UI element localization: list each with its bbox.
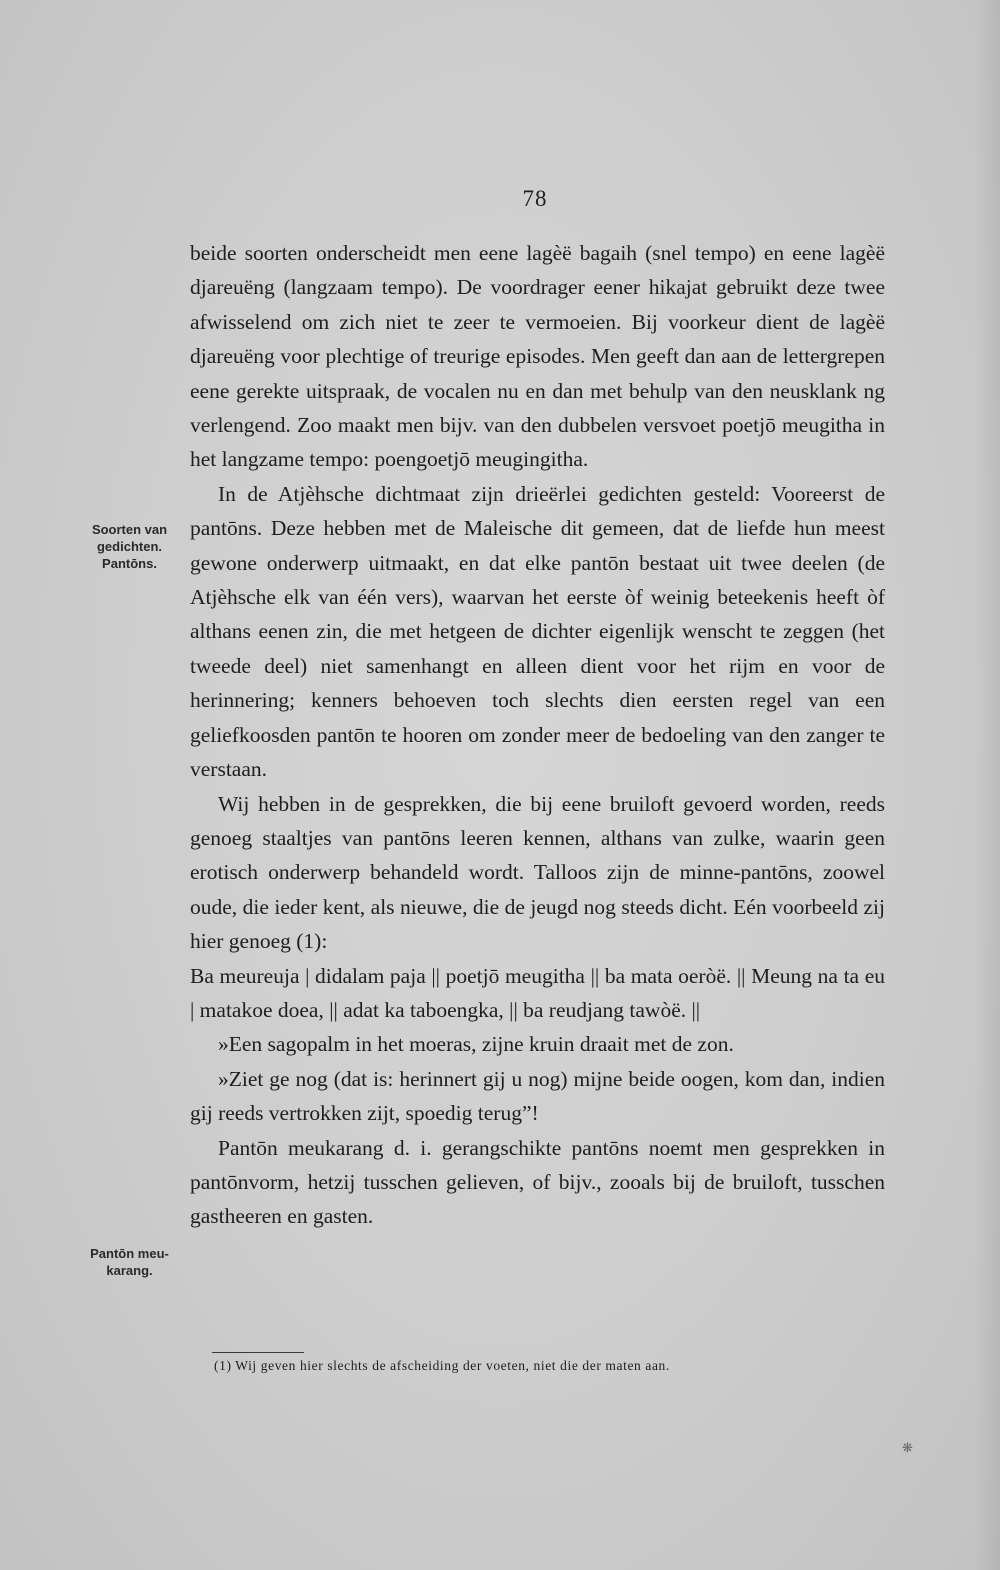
margin-note-panton-meukarang: [72, 1245, 187, 1279]
translation-line-1: »Een sagopalm in het moeras, zijne kruin draait met de zon.: [218, 1032, 734, 1057]
margin-note-line: Pantōn meu-: [90, 1246, 169, 1261]
page-edge-shadow: [974, 0, 1000, 1570]
printer-ornament-icon: ❋: [902, 1441, 913, 1456]
verse-example: Ba meureuja | didalam paja || poetjō meugitha || ba mata oeròë. || Meung na ta eu | matakoe doea, || adat ka taboengka, || ba reudjang tawòë. ||: [190, 963, 885, 1022]
footnote: (1) Wij geven hier slechts de afscheiding der voeten, niet die der maten aan.: [214, 1358, 670, 1373]
footnote-divider: [212, 1352, 304, 1353]
margin-note-line: gedichten.: [96, 539, 162, 554]
paragraph-pantons: In de Atjèhsche dichtmaat zijn drieërlei gedichten gesteld: Vooreerst de pantōns. Deze hebben met de Maleische dit gemeen, dat de liefde hun meest gewone onderwerp uitmaakt, en dat elke pantōn bestaat uit twee deelen (de Atjèhsche elk van één vers), waarvan het eerste òf weinig beteekenis heeft òf althans eenen zin, die met hetgeen de dichter eigenlijk wenscht te zeggen (het tweede deel) niet samenhangt en alleen dient voor het rijm en voor de herinnering; kenners behoeven toch slechts dien eersten regel van een geliefkoosden pantōn te hooren om zonder meer de bedoeling van den zanger te verstaan.: [190, 481, 885, 782]
paragraph-tempo: beide soorten onderscheidt men eene lagèë bagaih (snel tempo) en eene lagèë djareuëng (langzaam tempo). De voordrager eener hikajat gebruikt deze twee afwisselend om zich niet te zeer te vermoeien. Bij voorkeur dient de lagèë djareuëng voor plechtige of treurige episodes. Men geeft dan aan de lettergrepen eene gerekte uitspraak, de vocalen nu en dan met behulp van den neusklank ng verlengend. Zoo maakt men bijv. van den dubbelen versvoet poetjō meugitha in het langzame tempo: poengoetjō meugingitha.: [190, 241, 885, 472]
paragraph-panton-meukarang: Pantōn meukarang d. i. gerangschikte pantōns noemt men gesprekken in pantōnvorm, hetzij tusschen gelieven, of bijv., zooals bij de bruiloft, tusschen gastheeren en gasten.: [190, 1135, 885, 1229]
margin-note-soorten-van-gedichten: [72, 521, 187, 572]
paragraph-example-intro: Wij hebben in de gesprekken, die bij eene bruiloft gevoerd worden, reeds genoeg staaltjes van pantōns leeren kennen, althans van zulke, waarin geen erotisch onderwerp behandeld wordt. Talloos zijn de minne-pantōns, zoowel oude, die ieder kent, als nieuwe, die de jeugd nog steeds dicht. Eén voorbeeld zij hier genoeg (1):: [190, 791, 885, 954]
margin-note-line: Soorten van: [91, 522, 168, 537]
page-number: 78: [522, 186, 548, 211]
margin-note-line: karang.: [106, 1263, 153, 1278]
body-text: [190, 236, 885, 1234]
translation-line-2: »Ziet ge nog (dat is: herinnert gij u nog) mijne beide oogen, kom dan, indien gij reeds vertrokken zijt, spoedig terug”!: [190, 1066, 885, 1126]
margin-note-line: Pantōns.: [102, 556, 157, 571]
